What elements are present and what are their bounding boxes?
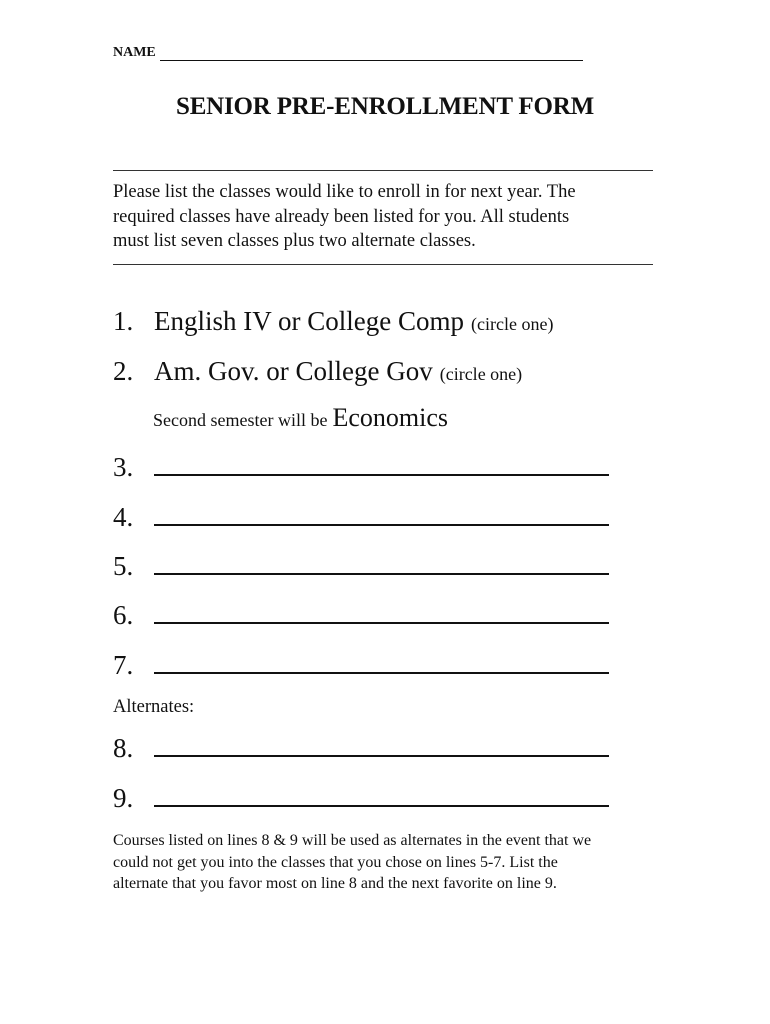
course-blank-field[interactable]: [154, 452, 609, 476]
second-semester-course: Economics: [332, 403, 448, 432]
footer-note-line: Courses listed on lines 8 & 9 will be used as alternates in the event that we: [113, 832, 592, 849]
footer-note-line: could not get you into the classes that you chose on lines 5-7. List the: [113, 853, 558, 871]
instructions: [113, 180, 673, 254]
item-number: 1.: [113, 306, 134, 336]
course-blank-field[interactable]: [154, 650, 609, 674]
alternate-item-9: [113, 783, 609, 814]
blank-item-3: [113, 452, 609, 483]
name-row: [113, 44, 583, 61]
name-field[interactable]: [160, 44, 583, 61]
top-divider: [113, 170, 653, 171]
second-semester-note: [153, 403, 448, 433]
instructions-line: must list seven classes plus two alternate classes.: [113, 231, 476, 251]
item-number: 6.: [113, 600, 134, 630]
blank-item-4: [113, 502, 609, 533]
item-note: (circle one): [471, 314, 554, 334]
item-number: 5.: [113, 551, 134, 581]
item-note: (circle one): [439, 364, 523, 384]
alternate-item-8: [113, 733, 609, 764]
footer-note-line: alternate that you favor most on line 8 and the next favorite on line 9.: [113, 875, 557, 892]
item-text[interactable]: English IV or College Comp: [154, 306, 464, 336]
item-number: 8.: [113, 733, 134, 763]
form-title: SENIOR PRE-ENROLLMENT FORM: [176, 93, 594, 120]
alternates-label: Alternates:: [113, 697, 195, 717]
item-number: 4.: [113, 502, 134, 532]
item-text[interactable]: Am. Gov. or College Gov: [154, 356, 433, 386]
blank-item-6: [113, 600, 609, 631]
required-item-government: [113, 356, 522, 387]
blank-item-7: [113, 650, 609, 681]
name-label: NAME: [113, 45, 156, 60]
alternate-blank-field[interactable]: [154, 733, 609, 757]
required-item-english: [113, 306, 553, 337]
course-blank-field[interactable]: [154, 502, 609, 526]
second-semester-prefix: Second semester will be: [153, 410, 328, 430]
item-number: 9.: [113, 783, 134, 813]
alternate-blank-field[interactable]: [154, 783, 609, 807]
footer-note: [113, 830, 673, 895]
item-number: 7.: [113, 650, 134, 680]
blank-item-5: [113, 551, 609, 582]
bottom-divider: [113, 264, 653, 265]
item-number: 3.: [113, 452, 134, 482]
course-blank-field[interactable]: [154, 551, 609, 575]
course-blank-field[interactable]: [154, 600, 609, 624]
item-number: 2.: [113, 356, 134, 386]
instructions-line: Please list the classes would like to enroll in for next year. The: [113, 182, 576, 202]
instructions-line: required classes have already been listed for you. All students: [113, 206, 570, 227]
